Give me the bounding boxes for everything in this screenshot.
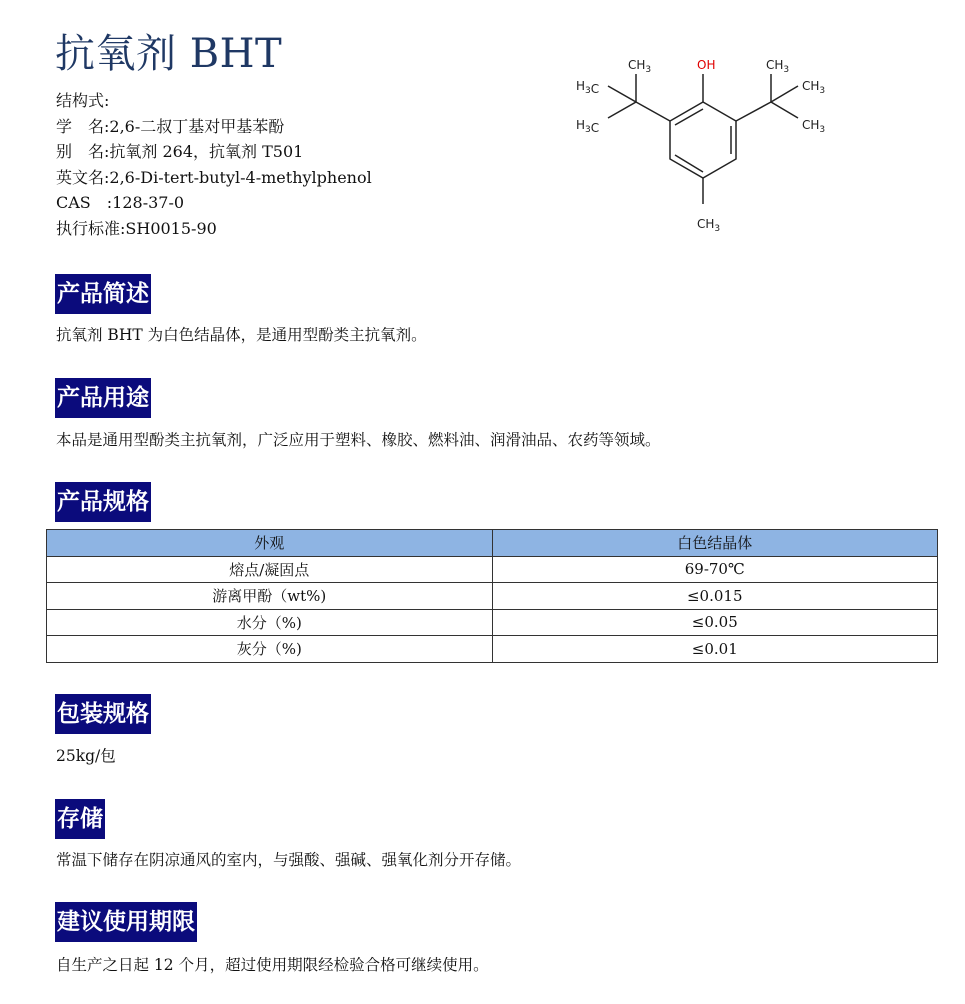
info-standard (56, 216, 526, 242)
info-value: 抗氧剂 264，抗氧剂 T501 (109, 142, 304, 161)
table-cell: ≤0.01 (492, 636, 938, 663)
section-text-overview: 抗氧剂 BHT 为白色结晶体，是通用型酚类主抗氧剂。 (56, 326, 427, 344)
info-value: SH0015-90 (125, 218, 217, 238)
info-label: 别 名: (56, 142, 110, 161)
label-ch3-right-top: $CH_3$ (766, 58, 790, 75)
table-header-cell: 白色结晶体 (492, 530, 938, 557)
table-cell: 水分（%) (47, 609, 493, 636)
info-english-name (56, 165, 526, 191)
label-h3c-left-upper: $H_3C$ (576, 79, 600, 96)
section-text-packing: 25kg/包 (56, 747, 116, 765)
section-text-shelf-life: 自生产之日起 12 个月，超过使用期限经检验合格可继续使用。 (56, 956, 489, 974)
label-oh: OH (697, 58, 716, 72)
section-header-shelf-life: 建议使用期限 (55, 902, 197, 942)
label-ch3-left-top: $CH_3$ (628, 58, 652, 75)
table-cell: ≤0.015 (492, 583, 938, 610)
label-h3c-left-lower: $H_3C$ (576, 118, 600, 135)
table-row (47, 556, 938, 583)
label-ch3-right-upper: $CH_3$ (802, 79, 826, 96)
table-row (47, 636, 938, 663)
table-cell: ≤0.05 (492, 609, 938, 636)
info-label: 英文名: (56, 167, 110, 187)
info-alias (56, 139, 526, 165)
info-cas (56, 190, 526, 216)
label-ch3-right-lower: $CH_3$ (802, 118, 826, 135)
info-value: 2,6-二叔丁基对甲基苯酚 (109, 116, 285, 136)
info-label: 结构式: (56, 91, 110, 110)
info-chemical-name (56, 114, 526, 140)
info-value: 128-37-0 (112, 193, 185, 212)
page-title: 抗氧剂 BHT (55, 31, 283, 77)
molecule-bonds (608, 74, 798, 204)
info-label: CAS : (56, 193, 113, 212)
section-text-storage: 常温下储存在阴凉通风的室内，与强酸、强碱、强氧化剂分开存储。 (56, 851, 522, 869)
section-header-spec: 产品规格 (55, 482, 151, 522)
label-ch3-bottom: $CH_3$ (697, 217, 721, 234)
section-header-usage: 产品用途 (55, 378, 151, 418)
structural-formula (566, 54, 846, 239)
info-label: 学 名: (56, 116, 110, 136)
section-header-packing: 包装规格 (55, 694, 151, 734)
section-header-storage: 存储 (55, 799, 105, 839)
table-cell: 熔点/凝固点 (47, 556, 493, 583)
table-header-cell: 外观 (47, 530, 493, 557)
table-row (47, 609, 938, 636)
section-text-usage: 本品是通用型酚类主抗氧剂，广泛应用于塑料、橡胶、燃料油、润滑油品、农药等领域。 (56, 431, 661, 449)
info-block (56, 88, 526, 241)
spec-table (46, 529, 938, 663)
info-label: 执行标准: (56, 218, 126, 238)
info-structure (56, 88, 526, 114)
table-row (47, 583, 938, 610)
section-header-overview: 产品简述 (55, 274, 151, 314)
table-cell: 游离甲酚（wt%) (47, 583, 493, 610)
table-cell: 灰分（%) (47, 636, 493, 663)
table-header-row (47, 530, 938, 557)
info-value: 2,6-Di-tert-butyl-4-methylphenol (109, 167, 372, 187)
table-cell: 69-70℃ (492, 556, 938, 583)
